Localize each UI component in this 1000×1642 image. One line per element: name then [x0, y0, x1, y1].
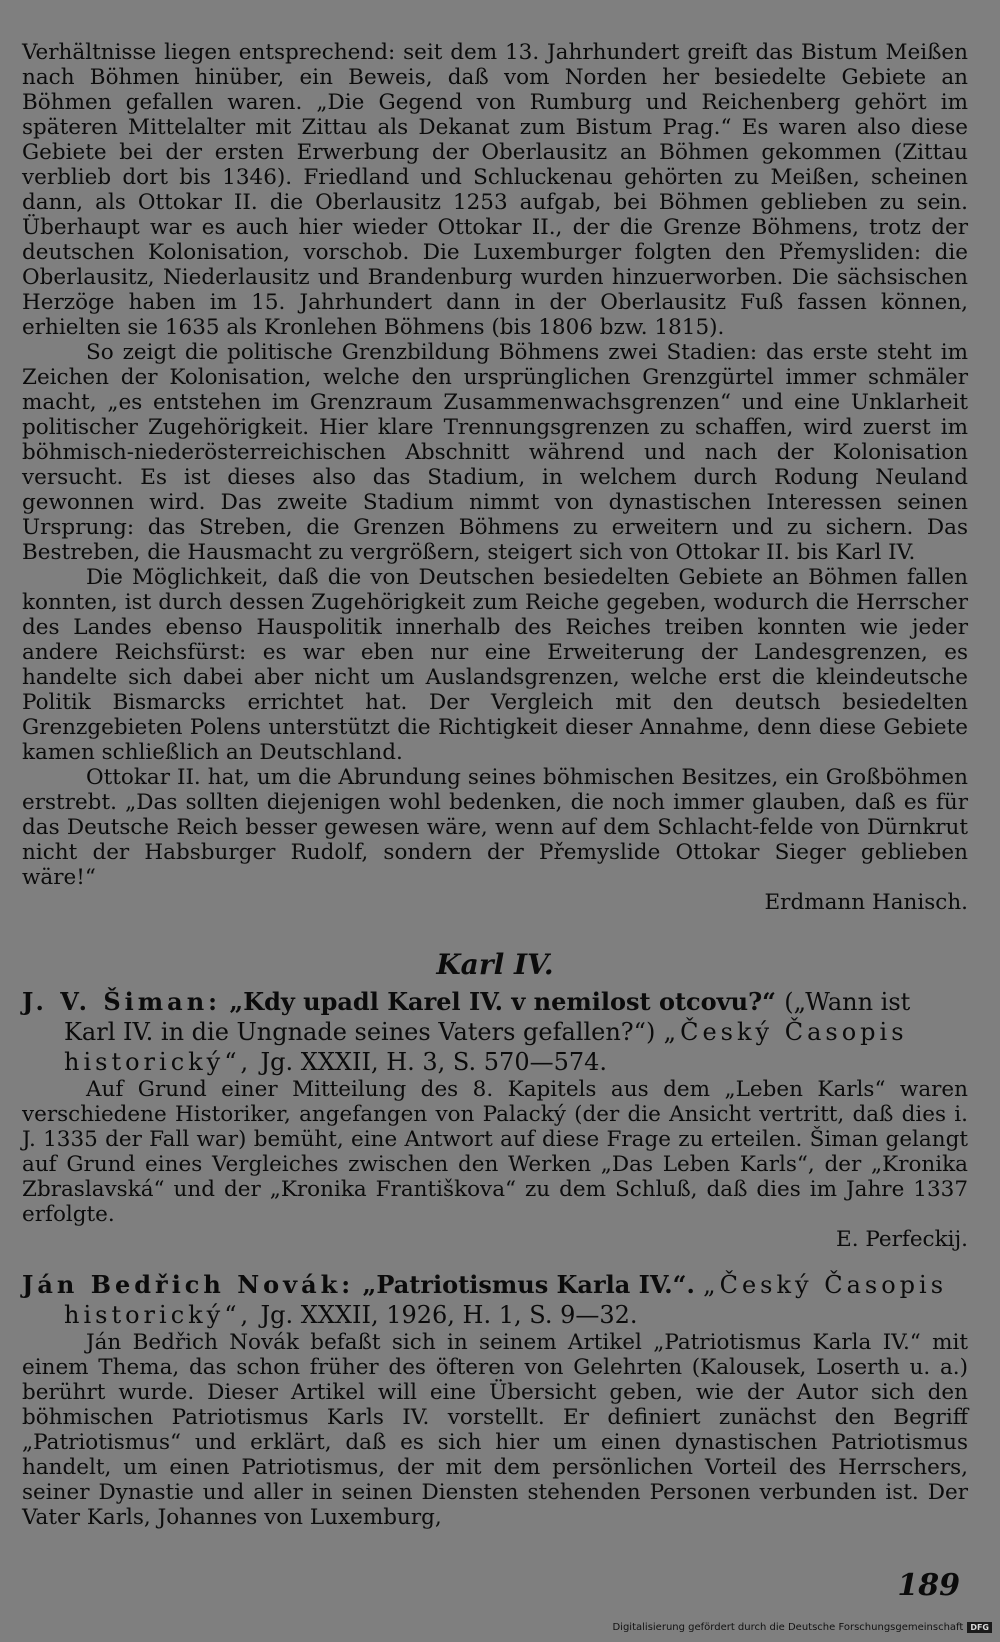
entry-signature: E. Perfeckij. [836, 1227, 968, 1252]
entry-body: Auf Grund einer Mitteilung des 8. Kapitels aus dem „Leben Karls“ waren verschiedene Historiker, angefangen von Palacký (der die Ansicht vertritt, daß dies i. J. 1335 der Fall war) bemüht, eine Antwort auf diese Frage zu erteilen. Šiman gelangt auf Grund eines Vergleiches zwischen den Werken „Das Leben Karls“, der „Kronika Zbraslavská“ und der „Kronika Františkova“ zu dem Schluß, daß dies im Jahre 1337 erfolgte. [22, 1077, 968, 1227]
entry-title: „Patriotismus Karla IV.“. [362, 1270, 695, 1299]
article-paragraph: So zeigt die politische Grenzbildung Böhmens zwei Stadien: das erste steht im Zeichen der Kolonisation, welche den ursprünglichen Grenzgürtel immer schmäler macht, „es entstehen im Grenzraum Zusammenwachsgrenzen“ und eine Unklarheit politischer Zugehörigkeit. Hier klare Trennungsgrenzen zu schaffen, wird zuerst im böhmisch-niederösterreichischen Abschnitt während und nach der Kolonisation versucht. Es ist dieses also das Stadium, in welchem durch Rodung Neuland gewonnen wird. Das zweite Stadium nimmt von dynastischen Interessen seinen Ursprung: das Streben, die Grenzen Böhmens zu erweitern und zu sichern. Das Bestreben, die Hausmacht zu vergrößern, steigert sich von Ottokar II. bis Karl IV. [22, 340, 968, 565]
entry-translation: („Wann ist Karl IV. in die Ungnade seines Vaters gefallen?“) [64, 988, 911, 1046]
footer-text: Digitalisierung gefördert durch die Deutsche Forschungsgemeinschaft [612, 1622, 964, 1633]
article-signature: Erdmann Hanisch. [764, 890, 968, 915]
entry-journal: „Český Časopis historický“, [64, 1271, 948, 1329]
entry-citation: Jg. XXXII, H. 3, S. 570—574. [260, 1048, 608, 1076]
article-paragraph: Die Möglichkeit, daß die von Deutschen besiedelten Gebiete an Böhmen fallen konnten, ist durch dessen Zugehörigkeit zum Reiche gegeben, wodurch die Herrscher des Landes ebenso Hauspolitik innerhalb des Reiches treiben konnten wie jeder andere Reichsfürst: es war eben nur eine Erweiterung der Landesgrenzen, es handelte sich dabei aber nicht um Auslandsgrenzen, welche erst die kleindeutsche Politik Bismarcks errichtet hat. Der Vergleich mit den deutsch besiedelten Grenzgebieten Polens unterstützt die Richtigkeit dieser Annahme, denn diese Gebiete kamen schließlich an Deutschland. [22, 565, 968, 765]
entry-body: Ján Bedřich Novák befaßt sich in seinem Artikel „Patriotismus Karla IV.“ mit einem Thema, das schon früher des öfteren von Gelehrten (Kalousek, Loserth u. a.) berührt wurde. Dieser Artikel will eine Übersicht geben, wie der Autor sich den böhmischen Patriotismus Karls IV. vorstellt. Er definiert zunächst den Begriff „Patriotismus“ und erklärt, daß es sich hier um einen dynastischen Patriotismus handelt, um einen Patriotismus, der mit dem persönlichen Vorteil des Herrschers, seiner Dynastie und aller in seinen Diensten stehenden Personen verbunden ist. Der Vater Karls, Johannes von Luxemburg, [22, 1330, 968, 1530]
entry-journal: „Český Časopis historický“, [64, 1018, 908, 1076]
entry-heading [22, 987, 968, 1077]
article-paragraph: Ottokar II. hat, um die Abrundung seines böhmischen Besitzes, ein Großböhmen erstrebt. „Das sollten diejenigen wohl bedenken, die noch immer glauben, daß es für das Deutsche Reich besser gewesen wäre, wenn auf dem Schlacht-felde von Dürnkrut nicht der Habsburger Rudolf, sondern der Přemyslide Ottokar Sieger geblieben wäre!“ [22, 765, 968, 890]
page-number: 189 [897, 1568, 960, 1603]
digitization-footer [612, 1622, 992, 1633]
entry-author: J. V. Šiman: [22, 987, 222, 1016]
entry-heading [22, 1270, 968, 1330]
section-heading: Karl IV. [436, 948, 554, 981]
dfg-logo: DFG [967, 1622, 992, 1633]
entry-author: Ján Bedřich Novák: [22, 1270, 355, 1299]
entry-separator [22, 1252, 968, 1270]
page-body [22, 40, 968, 1530]
entry-title: „Kdy upadl Karel IV. v nemilost otcovu?“ [229, 987, 776, 1016]
entry-citation: Jg. XXXII, 1926, H. 1, S. 9—32. [260, 1301, 638, 1329]
article-paragraph: Verhältnisse liegen entsprechend: seit dem 13. Jahrhundert greift das Bistum Meißen nach Böhmen hinüber, ein Beweis, daß vom Norden her besiedelte Gebiete an Böhmen gefallen waren. „Die Gegend von Rumburg und Reichenberg gehört im späteren Mittelalter mit Zittau als Dekanat zum Bistum Prag.“ Es waren also diese Gebiete bei der ersten Erwerbung der Oberlausitz an Böhmen gekommen (Zittau verblieb dort bis 1346). Friedland und Schluckenau gehörten zu Meißen, scheinen dann, als Ottokar II. die Oberlausitz 1253 aufgab, bei Böhmen geblieben zu sein. Überhaupt war es auch hier wieder Ottokar II., der die Grenze Böhmens, trotz der deutschen Kolonisation, vorschob. Die Luxemburger folgten den Přemysliden: die Oberlausitz, Niederlausitz und Brandenburg wurden hinzuerworben. Die sächsischen Herzöge haben im 15. Jahrhundert dann in der Oberlausitz Fuß fassen können, erhielten sie 1635 als Kronlehen Böhmens (bis 1806 bzw. 1815). [22, 40, 968, 340]
